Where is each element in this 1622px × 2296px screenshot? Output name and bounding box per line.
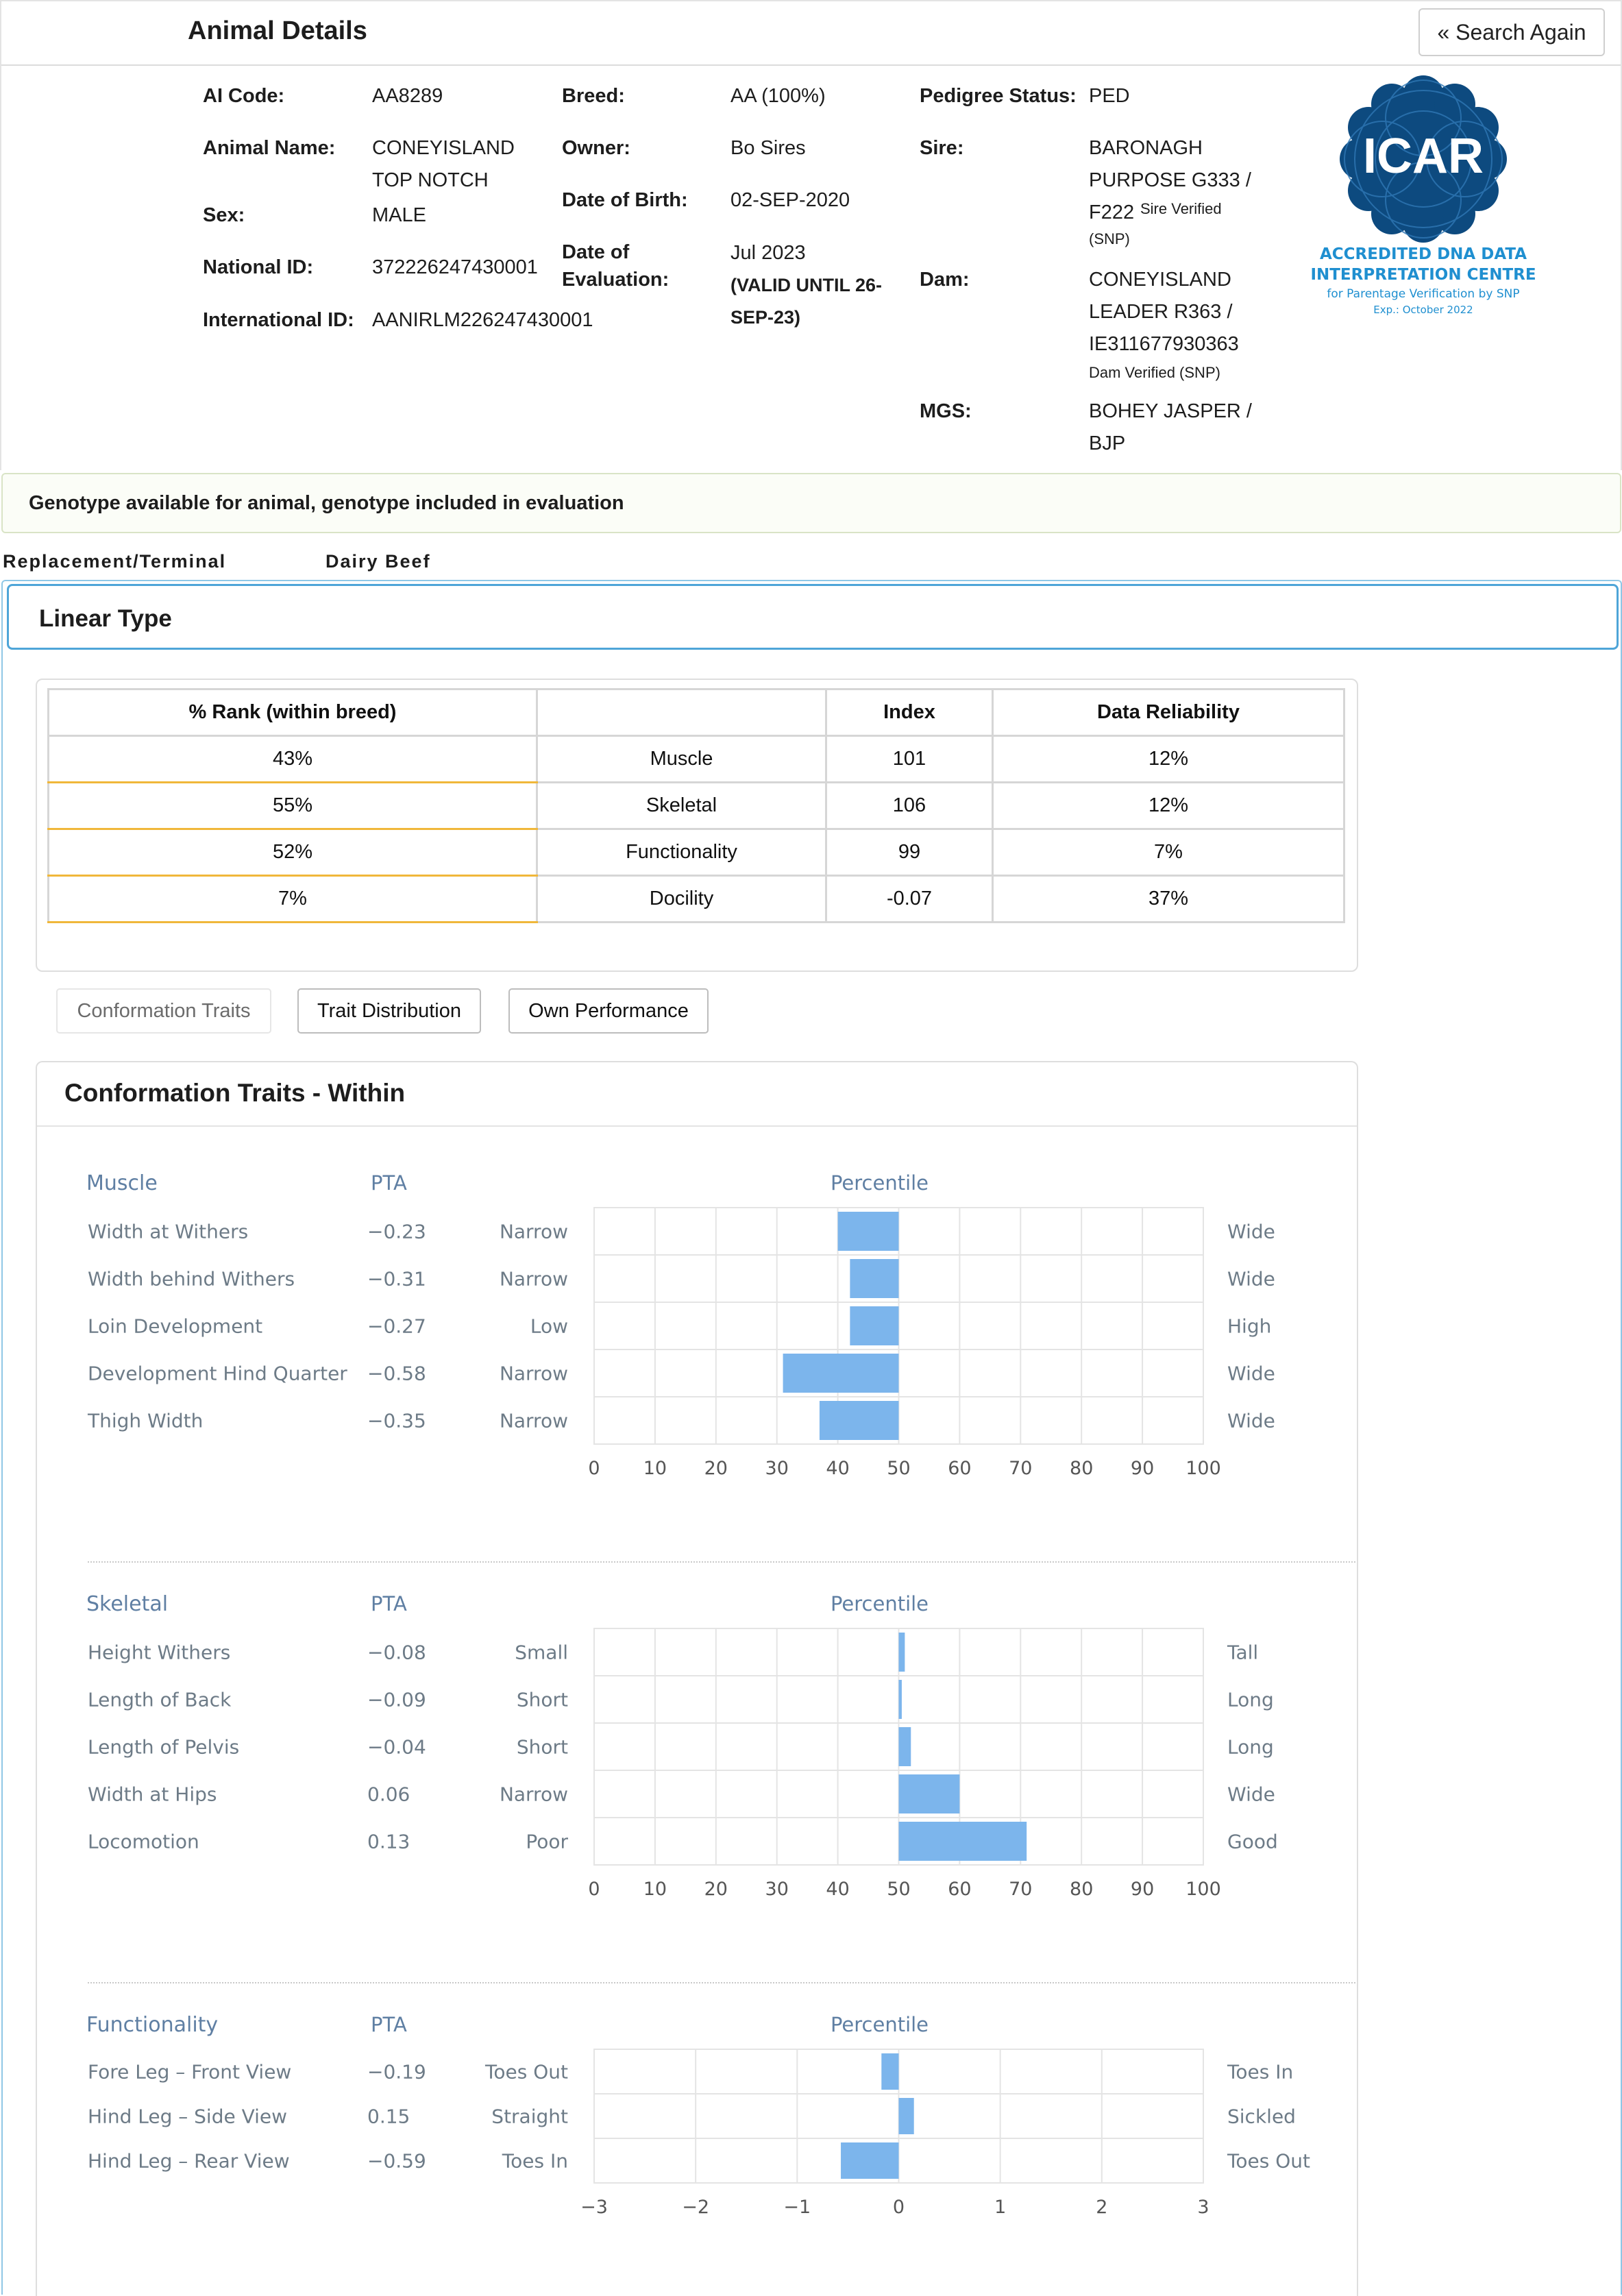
linear-type-header (7, 584, 1619, 650)
tick-label: 80 (1070, 1458, 1094, 1479)
breed-label: Breed: (562, 85, 625, 107)
tick-label: 70 (1009, 1458, 1033, 1479)
low-label: Short (516, 1688, 568, 1711)
tick-label: 50 (887, 1879, 911, 1900)
animal-name-value-2: TOP NOTCH (372, 169, 489, 191)
bar-hind-leg-rear-view (841, 2142, 898, 2179)
pedigree-status-value: PED (1089, 85, 1130, 107)
trait-pta: −0.19 (367, 2060, 426, 2084)
national-id-value: 372226247430001 (372, 256, 538, 278)
dam-verified: Dam Verified (SNP) (1089, 364, 1220, 381)
tick-label: 70 (1009, 1879, 1033, 1900)
trait-name-locomotion: Locomotion (88, 1830, 199, 1853)
international-id-label: International ID: (203, 309, 354, 331)
sire-label: Sire: (920, 137, 964, 159)
high-label: Wide (1227, 1409, 1275, 1432)
table-header-row (49, 689, 1344, 736)
dam-line-3: IE311677930363 (1089, 333, 1239, 355)
animal-name-value-1: CONEYISLAND (372, 137, 515, 159)
tick-label: 80 (1070, 1879, 1094, 1900)
doe-valid-2: SEP-23) (730, 307, 801, 328)
trait-name-width-at-hips: Width at Hips (88, 1783, 217, 1806)
trait-pta: −0.35 (367, 1409, 426, 1432)
reliability-cell: 7% (993, 829, 1344, 876)
trait-pta: 0.13 (367, 1830, 410, 1853)
index-cell: -0.07 (826, 876, 993, 923)
tick-label: 100 (1185, 1458, 1221, 1479)
trait-distribution-button[interactable]: Trait Distribution (297, 988, 481, 1034)
sire-line-1: BARONAGH (1089, 137, 1203, 159)
tick-label: 40 (826, 1879, 850, 1900)
percentile-header: Percentile (830, 1171, 929, 1195)
column-header-index: Index (826, 689, 993, 736)
rank-cell: 7% (49, 876, 537, 923)
column-header-trait (537, 689, 826, 736)
index-cell: 106 (826, 783, 993, 829)
trait-pta: −0.23 (367, 1220, 426, 1243)
high-label: Wide (1227, 1362, 1275, 1385)
tick-label: 90 (1130, 1458, 1155, 1479)
percentile-header: Percentile (830, 2013, 929, 2036)
high-label: Wide (1227, 1783, 1275, 1806)
rank-cell: 43% (49, 736, 537, 783)
search-again-button[interactable]: « Search Again (1418, 8, 1605, 56)
index-cell: 99 (826, 829, 993, 876)
rank-cell: 52% (49, 829, 537, 876)
mgs-label: MGS: (920, 400, 972, 422)
pta-header: PTA (371, 1592, 407, 1615)
trait-pta: −0.58 (367, 1362, 426, 1385)
group-header: Functionality (86, 2013, 219, 2037)
trait-name-hind-leg-side-view: Hind Leg – Side View (88, 2105, 288, 2128)
sire-verified-1: Sire Verified (1140, 200, 1222, 217)
low-label: Small (515, 1641, 568, 1664)
pta-header: PTA (371, 2013, 407, 2036)
low-label: Narrow (499, 1409, 568, 1432)
trait-name-thigh-width: Thigh Width (88, 1409, 204, 1432)
trait-name-fore-leg-front-view: Fore Leg – Front View (88, 2060, 292, 2084)
trait-name-length-of-pelvis: Length of Pelvis (88, 1735, 240, 1759)
ai-code-label: AI Code: (203, 85, 285, 107)
trait-pta: −0.09 (367, 1688, 426, 1711)
trait-pta: 0.15 (367, 2105, 410, 2128)
low-label: Low (530, 1315, 568, 1338)
trait-cell: Functionality (537, 829, 826, 876)
high-label: High (1227, 1315, 1272, 1338)
dam-line-2: LEADER R363 / (1089, 301, 1233, 323)
table-row (49, 876, 1344, 923)
tick-label: 0 (892, 2197, 905, 2218)
doe-label-2: Evaluation: (562, 269, 669, 291)
page-header (0, 0, 1622, 66)
tick-label: 10 (643, 1879, 667, 1900)
trait-name-development-hind-quarter: Development Hind Quarter (88, 1362, 347, 1385)
tick-label: 60 (948, 1879, 972, 1900)
high-label: Toes Out (1227, 2149, 1310, 2173)
high-label: Good (1227, 1830, 1278, 1853)
breed-value: AA (100%) (730, 85, 826, 107)
high-label: Long (1227, 1688, 1274, 1711)
genotype-notice-text: Genotype available for animal, genotype included in evaluation (29, 492, 624, 514)
bar-width-at-hips (899, 1774, 960, 1813)
page-title: Animal Details (188, 16, 367, 45)
bar-development-hind-quarter (783, 1354, 899, 1393)
owner-value: Bo Sires (730, 137, 806, 159)
low-label: Narrow (499, 1267, 568, 1291)
group-header: Muscle (86, 1171, 158, 1195)
high-label: Wide (1227, 1267, 1275, 1291)
low-label: Straight (491, 2105, 568, 2128)
high-label: Wide (1227, 1220, 1275, 1243)
doe-value: Jul 2023 (730, 242, 806, 264)
icar-accreditation-logo (1288, 75, 1562, 329)
own-performance-button[interactable]: Own Performance (508, 988, 709, 1034)
doe-valid-1: (VALID UNTIL 26- (730, 275, 883, 295)
animal-name-label: Animal Name: (203, 137, 336, 159)
table-row (49, 829, 1344, 876)
tick-label: 3 (1197, 2197, 1209, 2218)
dam-label: Dam: (920, 269, 970, 291)
trait-pta: −0.31 (367, 1267, 426, 1291)
icar-line-3: for Parentage Verification by SNP (1327, 287, 1520, 301)
bar-loin-development (850, 1306, 898, 1345)
trait-pta: −0.27 (367, 1315, 426, 1338)
icar-logo-icon (1288, 75, 1562, 329)
pta-header: PTA (371, 1171, 407, 1195)
national-id-label: National ID: (203, 256, 314, 278)
high-label: Long (1227, 1735, 1274, 1759)
icar-line-4: Exp.: October 2022 (1373, 304, 1473, 316)
trait-pta: −0.04 (367, 1735, 426, 1759)
low-label: Toes In (502, 2149, 568, 2173)
index-cell: 101 (826, 736, 993, 783)
tick-label: 100 (1185, 1879, 1221, 1900)
tab-replacement-terminal[interactable]: Replacement/Terminal (3, 551, 227, 572)
sire-verified-2: (SNP) (1089, 230, 1130, 247)
section-divider (88, 1982, 1355, 1983)
tick-label: 90 (1130, 1879, 1155, 1900)
linear-type-table (47, 688, 1345, 923)
icar-line-1: ACCREDITED DNA DATA (1319, 245, 1527, 263)
dob-label: Date of Birth: (562, 189, 688, 211)
sire-line-3: F222 (1089, 201, 1135, 223)
high-label: Tall (1227, 1641, 1259, 1664)
tick-label: 1 (994, 2197, 1007, 2218)
bar-length-of-pelvis (899, 1727, 911, 1766)
functionality-chart (0, 2000, 1371, 2233)
trait-name-height-withers: Height Withers (88, 1641, 231, 1664)
rank-cell: 55% (49, 783, 537, 829)
icar-line-2: INTERPRETATION CENTRE (1310, 266, 1536, 284)
trait-cell: Muscle (537, 736, 826, 783)
section-divider (88, 1561, 1355, 1563)
bar-width-behind-withers (850, 1259, 898, 1298)
international-id-value: AANIRLM226247430001 (372, 309, 593, 331)
high-label: Toes In (1227, 2060, 1294, 2084)
reliability-cell: 12% (993, 736, 1344, 783)
tick-label: 20 (704, 1458, 728, 1479)
trait-pta: 0.06 (367, 1783, 410, 1806)
dob-value: 02-SEP-2020 (730, 189, 850, 211)
reliability-cell: 37% (993, 876, 1344, 923)
tick-label: −3 (580, 2197, 608, 2218)
doe-label-1: Date of (562, 241, 630, 263)
mgs-line-1: BOHEY JASPER / (1089, 400, 1252, 422)
skeletal-chart (0, 1579, 1371, 1935)
table-row (49, 783, 1344, 829)
bar-height-withers (899, 1633, 905, 1672)
trait-name-length-of-back: Length of Back (88, 1688, 232, 1711)
column-header-reliability: Data Reliability (993, 689, 1344, 736)
tick-label: −1 (783, 2197, 811, 2218)
tab-dairy-beef[interactable]: Dairy Beef (325, 551, 431, 572)
tick-label: 60 (948, 1458, 972, 1479)
trait-name-width-behind-withers: Width behind Withers (88, 1267, 295, 1291)
tick-label: 50 (887, 1458, 911, 1479)
sire-line-2: PURPOSE G333 / (1089, 169, 1251, 191)
mgs-line-2: BJP (1089, 432, 1126, 454)
tick-label: 0 (588, 1879, 600, 1900)
tick-label: 2 (1096, 2197, 1108, 2218)
low-label: Short (516, 1735, 568, 1759)
reliability-cell: 12% (993, 783, 1344, 829)
conformation-title: Conformation Traits - Within (64, 1079, 406, 1107)
tick-label: 10 (643, 1458, 667, 1479)
bar-locomotion (899, 1822, 1027, 1861)
muscle-chart (0, 1158, 1371, 1515)
low-label: Poor (526, 1830, 568, 1853)
high-label: Sickled (1227, 2105, 1296, 2128)
tick-label: 40 (826, 1458, 850, 1479)
dam-line-1: CONEYISLAND (1089, 269, 1231, 291)
owner-label: Owner: (562, 137, 630, 159)
bar-length-of-back (899, 1680, 902, 1719)
ai-code-value: AA8289 (372, 85, 443, 107)
genotype-notice (1, 473, 1621, 533)
low-label: Narrow (499, 1220, 568, 1243)
low-label: Narrow (499, 1362, 568, 1385)
trait-name-width-at-withers: Width at Withers (88, 1220, 249, 1243)
tick-label: 30 (765, 1458, 789, 1479)
bar-width-at-withers (838, 1212, 899, 1251)
bar-thigh-width (820, 1401, 899, 1440)
conformation-header (37, 1062, 1357, 1127)
column-header-rank: % Rank (within breed) (49, 689, 537, 736)
sex-label: Sex: (203, 204, 245, 226)
group-header: Skeletal (86, 1592, 169, 1616)
tick-label: −2 (682, 2197, 710, 2218)
trait-pta: −0.59 (367, 2149, 426, 2173)
trait-pta: −0.08 (367, 1641, 426, 1664)
bar-hind-leg-side-view (899, 2098, 914, 2134)
trait-name-hind-leg-rear-view: Hind Leg – Rear View (88, 2149, 290, 2173)
percentile-header: Percentile (830, 1592, 929, 1615)
low-label: Toes Out (485, 2060, 568, 2084)
pedigree-status-label: Pedigree Status: (920, 85, 1077, 107)
low-label: Narrow (499, 1783, 568, 1806)
tick-label: 30 (765, 1879, 789, 1900)
conformation-traits-button[interactable]: Conformation Traits (56, 988, 271, 1034)
linear-type-title: Linear Type (39, 605, 172, 632)
table-row (49, 736, 1344, 783)
tick-label: 20 (704, 1879, 728, 1900)
bar-fore-leg-front-view (881, 2053, 898, 2090)
tick-label: 0 (588, 1458, 600, 1479)
sex-value: MALE (372, 204, 426, 226)
trait-cell: Docility (537, 876, 826, 923)
trait-cell: Skeletal (537, 783, 826, 829)
icar-logo-text: ICAR (1363, 129, 1484, 184)
trait-name-loin-development: Loin Development (88, 1315, 263, 1338)
linear-type-table-card (36, 679, 1358, 972)
